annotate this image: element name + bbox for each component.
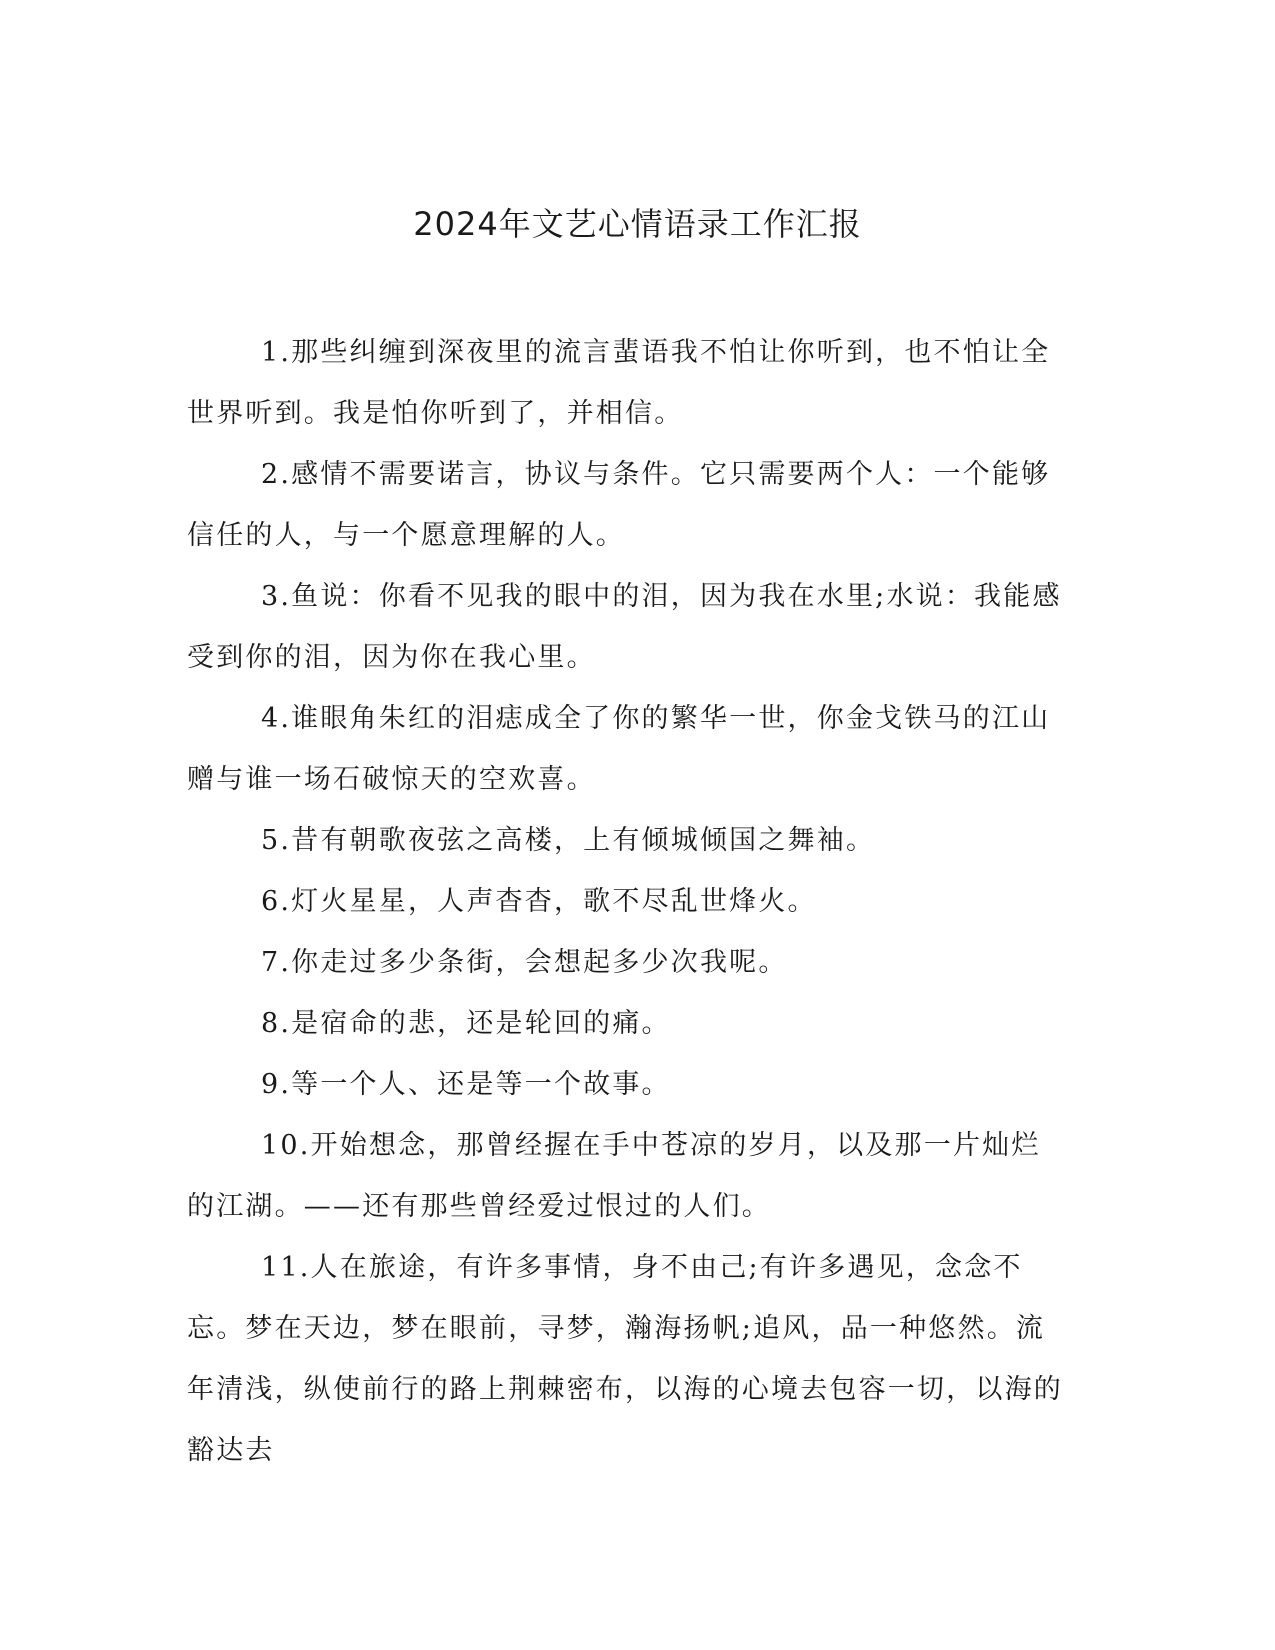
paragraph: 4.谁眼角朱红的泪痣成全了你的繁华一世，你金戈铁马的江山赠与谁一场石破惊天的空欢喜。 — [187, 703, 1051, 795]
paragraph: 11.人在旅途，有许多事情，身不由己;有许多遇见，念念不忘。梦在天边，梦在眼前，寻梦，瀚海扬帆;追风，品一种悠然。流年清浅，纵使前行的路上荆棘密布，以海的心境去包容一切，以海的豁达去 — [187, 1252, 1063, 1466]
paragraph: 10.开始想念，那曾经握在手中苍凉的岁月，以及那一片灿烂的江湖。——还有那些曾经爱过恨过的人们。 — [187, 1130, 1041, 1222]
document-body — [187, 322, 1067, 1481]
paragraph: 1.那些纠缠到深夜里的流言蜚语我不怕让你听到，也不怕让全世界听到。我是怕你听到了，并相信。 — [187, 337, 1051, 429]
paragraph: 8.是宿命的悲，还是轮回的痛。 — [261, 1008, 671, 1039]
document-title: 2024年文艺心情语录工作汇报 — [413, 205, 862, 243]
paragraph: 2.感情不需要诺言，协议与条件。它只需要两个人：一个能够信任的人，与一个愿意理解的人。 — [187, 459, 1051, 551]
paragraph: 7.你走过多少条街，会想起多少次我呢。 — [261, 947, 788, 978]
paragraph: 3.鱼说：你看不见我的眼中的泪，因为我在水里;水说：我能感受到你的泪，因为你在我心里。 — [187, 581, 1062, 673]
paragraph: 5.昔有朝歌夜弦之高楼，上有倾城倾国之舞袖。 — [261, 825, 876, 856]
paragraph: 9.等一个人、还是等一个故事。 — [261, 1069, 671, 1100]
paragraph: 6.灯火星星，人声杳杳，歌不尽乱世烽火。 — [261, 886, 817, 917]
